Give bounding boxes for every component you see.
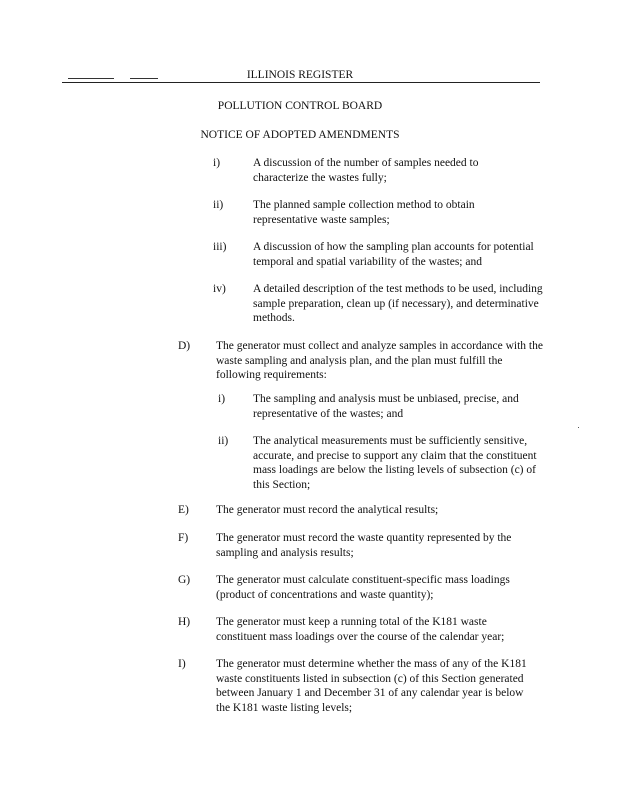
header-rule	[62, 82, 540, 83]
list-marker: E)	[178, 504, 189, 516]
list-marker: G)	[178, 574, 191, 586]
list-marker: H)	[178, 616, 191, 628]
list-marker: ii)	[218, 435, 229, 447]
list-item-text: A discussion of how the sampling plan accounts for potential temporal and spatial variability of the wastes; and	[253, 241, 534, 268]
list-item-text: The sampling and analysis must be unbiased, precise, and representative of the wastes; and	[253, 393, 519, 420]
list-marker: I)	[178, 658, 186, 670]
notice-title: NOTICE OF ADOPTED AMENDMENTS	[200, 129, 400, 141]
list-item-text: The generator must collect and analyze samples in accordance with the waste sampling and analysis plan, and the plan must fulfill the following requirements:	[216, 340, 543, 381]
list-marker: i)	[213, 157, 221, 169]
list-item-text: The generator must keep a running total of the K181 waste constituent mass loadings over the course of the calendar year;	[216, 616, 505, 643]
list-item-text: The analytical measurements must be sufficiently sensitive, accurate, and precise to support any claim that the constituent mass loadings are below the listing levels of subsection (c) of this Section;	[253, 435, 537, 491]
list-marker: iv)	[213, 283, 226, 295]
list-item-text: A detailed description of the test methods to be used, including sample preparation, clean up (if necessary), and determinative methods.	[253, 283, 543, 324]
list-item-text: The planned sample collection method to obtain representative waste samples;	[253, 199, 475, 226]
list-marker: iii)	[213, 241, 227, 253]
list-marker: F)	[178, 532, 189, 544]
list-item-text: A discussion of the number of samples needed to characterize the wastes fully;	[253, 157, 479, 184]
list-marker: i)	[218, 393, 226, 405]
list-item-text: The generator must record the waste quantity represented by the sampling and analysis results;	[216, 532, 512, 559]
register-title: ILLINOIS REGISTER	[246, 69, 354, 81]
list-item-text: The generator must record the analytical results;	[216, 504, 439, 516]
scan-mark	[68, 78, 114, 79]
scan-mark	[130, 78, 158, 79]
list-item-text: The generator must determine whether the mass of any of the K181 waste constituents listed in subsection (c) of this Section generated between January 1 and December 31 of any calendar year is below the K181 waste listing levels;	[216, 658, 527, 714]
board-title: POLLUTION CONTROL BOARD	[217, 100, 383, 112]
list-marker: D)	[178, 340, 191, 352]
scan-speck	[578, 427, 579, 428]
list-marker: ii)	[213, 199, 224, 211]
list-item-text: The generator must calculate constituent-specific mass loadings (product of concentrations and waste quantity);	[216, 574, 510, 601]
